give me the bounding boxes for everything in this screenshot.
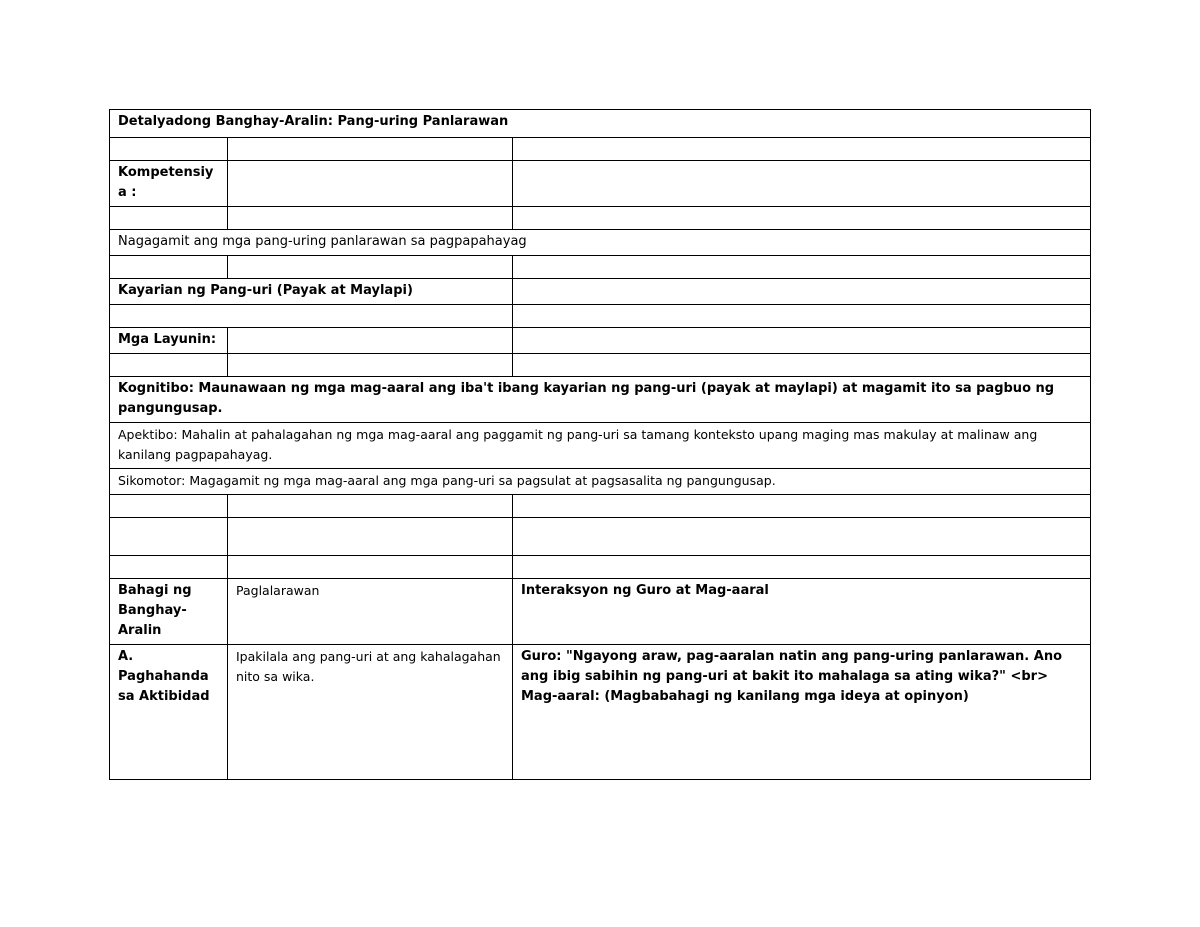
row-paglalarawan: Ipakilala ang pang-uri at ang kahalagahan nito sa wika. (228, 645, 513, 780)
lesson-plan-table (109, 109, 1091, 780)
empty-row (110, 354, 1091, 377)
title-row (110, 110, 1091, 138)
paksa-text: Kayarian ng Pang-uri (Payak at Maylapi) (110, 279, 513, 305)
kognitibo-row (110, 377, 1091, 423)
kompetensiya-label-row (110, 161, 1091, 207)
empty-row (110, 518, 1091, 556)
empty-row (110, 495, 1091, 518)
layunin-label: Mga Layunin: (110, 328, 228, 354)
sikomotor-row (110, 469, 1091, 495)
layunin-label-row (110, 328, 1091, 354)
table-header-row (110, 579, 1091, 645)
header-paglalarawan: Paglalarawan (228, 579, 513, 645)
row-bahagi: A. Paghahanda sa Aktibidad (110, 645, 228, 780)
sikomotor-text: Sikomotor: Magagamit ng mga mag-aaral ang mga pang-uri sa pagsulat at pagsasalita ng pangungusap. (110, 469, 1091, 495)
table-row (110, 645, 1091, 780)
paksa-row (110, 279, 1091, 305)
empty-row (110, 138, 1091, 161)
apektibo-text: Apektibo: Mahalin at pahalagahan ng mga mag-aaral ang paggamit ng pang-uri sa tamang konteksto upang maging mas makulay at malinaw ang kanilang pagpapahayag. (110, 423, 1091, 469)
empty-row (110, 305, 1091, 328)
empty-row (110, 556, 1091, 579)
document-title: Detalyadong Banghay-Aralin: Pang-uring Panlarawan (110, 110, 1091, 138)
kompetensiya-text: Nagagamit ang mga pang-uring panlarawan sa pagpapahayag (110, 230, 1091, 256)
row-interaksyon: Guro: "Ngayong araw, pag-aaralan natin ang pang-uring panlarawan. Ano ang ibig sabihin ng pang-uri at bakit ito mahalaga sa ating wika?" <br> Mag-aaral: (Magbabahagi ng kanilang mga ideya at opinyon) (513, 645, 1091, 780)
header-bahagi: Bahagi ng Banghay-Aralin (110, 579, 228, 645)
kognitibo-text: Kognitibo: Maunawaan ng mga mag-aaral ang iba't ibang kayarian ng pang-uri (payak at maylapi) at magamit ito sa pagbuo ng pangungusap. (110, 377, 1091, 423)
empty-row (110, 207, 1091, 230)
empty-row (110, 256, 1091, 279)
kompetensiya-row (110, 230, 1091, 256)
apektibo-row (110, 423, 1091, 469)
header-interaksyon: Interaksyon ng Guro at Mag-aaral (513, 579, 1091, 645)
kompetensiya-label: Kompetensiya : (110, 161, 228, 207)
